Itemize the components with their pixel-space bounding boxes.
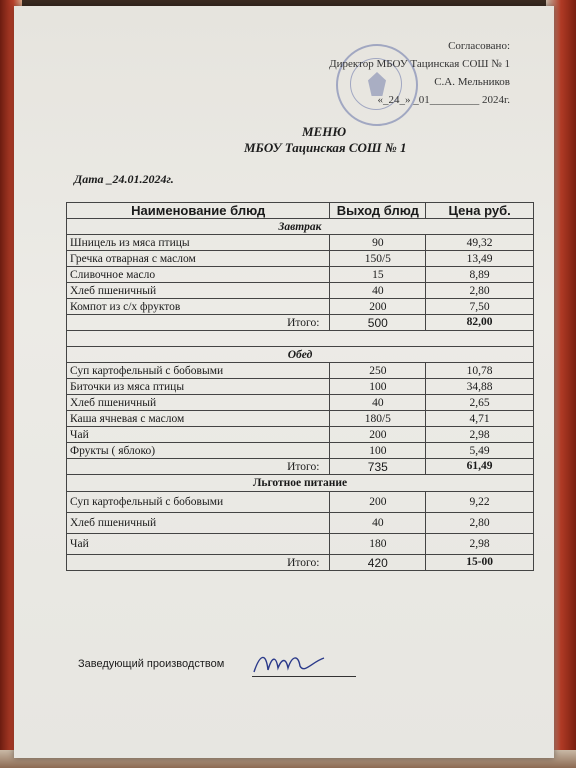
total-label: Итого: (67, 555, 330, 571)
dish-price: 13,49 (426, 251, 534, 267)
total-label: Итого: (67, 315, 330, 331)
section-title: Завтрак (67, 219, 534, 235)
table-row (67, 411, 534, 427)
dish-name: Чай (67, 427, 330, 443)
dish-name: Фрукты ( яблоко) (67, 443, 330, 459)
stamp-emblem-icon (368, 72, 386, 96)
section-title: Льготное питание (67, 475, 534, 492)
total-yield: 735 (330, 459, 426, 475)
header-yield: Выход блюд (330, 203, 426, 219)
dish-yield: 180 (330, 534, 426, 555)
total-price: 61,49 (426, 459, 534, 475)
section-benefit (67, 475, 534, 492)
dish-name: Хлеб пшеничный (67, 283, 330, 299)
table-row (67, 235, 534, 251)
dish-yield: 100 (330, 443, 426, 459)
dish-yield: 150/5 (330, 251, 426, 267)
header-dish-name: Наименование блюд (67, 203, 330, 219)
dish-yield: 40 (330, 513, 426, 534)
dish-yield: 200 (330, 427, 426, 443)
dish-price: 49,32 (426, 235, 534, 251)
dish-name: Сливочное масло (67, 267, 330, 283)
total-row (67, 315, 534, 331)
dish-yield: 15 (330, 267, 426, 283)
dish-price: 9,22 (426, 492, 534, 513)
section-breakfast (67, 219, 534, 235)
dish-price: 4,71 (426, 411, 534, 427)
spacer-cell (67, 331, 534, 347)
total-label: Итого: (67, 459, 330, 475)
menu-table (66, 202, 534, 571)
approval-line-4: «_24_» _01_________ 2024г. (377, 94, 510, 106)
menu-title: МЕНЮ (302, 124, 347, 139)
header-price: Цена руб. (426, 203, 534, 219)
school-title: МБОУ Тацинская СОШ № 1 (244, 140, 407, 155)
dish-price: 2,80 (426, 513, 534, 534)
dish-yield: 40 (330, 283, 426, 299)
dish-yield: 200 (330, 299, 426, 315)
dish-price: 2,98 (426, 534, 534, 555)
table-row (67, 379, 534, 395)
dish-price: 5,49 (426, 443, 534, 459)
approval-line-1: Согласовано: (448, 40, 510, 52)
official-stamp (336, 44, 418, 126)
table-row (67, 283, 534, 299)
total-price: 82,00 (426, 315, 534, 331)
total-price: 15-00 (426, 555, 534, 571)
dish-price: 7,50 (426, 299, 534, 315)
approval-line-3: С.А. Мельников (434, 76, 510, 88)
signature-label: Заведующий производством (78, 658, 225, 670)
table-row (67, 251, 534, 267)
dish-yield: 90 (330, 235, 426, 251)
dish-yield: 100 (330, 379, 426, 395)
dish-price: 2,80 (426, 283, 534, 299)
approval-line-2: Директор МБОУ Тацинская СОШ № 1 (329, 58, 510, 70)
dish-price: 10,78 (426, 363, 534, 379)
dish-name: Каша ячневая с маслом (67, 411, 330, 427)
dish-name: Компот из с/х фруктов (67, 299, 330, 315)
dish-price: 8,89 (426, 267, 534, 283)
dish-name: Суп картофельный с бобовыми (67, 492, 330, 513)
dish-price: 34,88 (426, 379, 534, 395)
dish-yield: 40 (330, 395, 426, 411)
spacer-row (67, 331, 534, 347)
dish-name: Чай (67, 534, 330, 555)
table-row (67, 427, 534, 443)
table-row (67, 534, 534, 555)
dish-yield: 250 (330, 363, 426, 379)
table-row (67, 395, 534, 411)
table-row (67, 299, 534, 315)
dish-name: Суп картофельный с бобовыми (67, 363, 330, 379)
dish-name: Хлеб пшеничный (67, 395, 330, 411)
dish-yield: 200 (330, 492, 426, 513)
table-row (67, 513, 534, 534)
total-yield: 420 (330, 555, 426, 571)
table-row (67, 443, 534, 459)
dish-name: Шницель из мяса птицы (67, 235, 330, 251)
table-header-row (67, 203, 534, 219)
dish-yield: 180/5 (330, 411, 426, 427)
section-lunch (67, 347, 534, 363)
total-yield: 500 (330, 315, 426, 331)
dish-name: Хлеб пшеничный (67, 513, 330, 534)
dish-name: Биточки из мяса птицы (67, 379, 330, 395)
signature-mark (250, 648, 330, 678)
dish-price: 2,98 (426, 427, 534, 443)
table-row (67, 492, 534, 513)
table-row (67, 267, 534, 283)
total-row (67, 555, 534, 571)
menu-document (14, 6, 554, 758)
table-row (67, 363, 534, 379)
dish-price: 2,65 (426, 395, 534, 411)
dish-name: Гречка отварная с маслом (67, 251, 330, 267)
section-title: Обед (67, 347, 534, 363)
menu-date: Дата _24.01.2024г. (74, 172, 174, 186)
total-row (67, 459, 534, 475)
